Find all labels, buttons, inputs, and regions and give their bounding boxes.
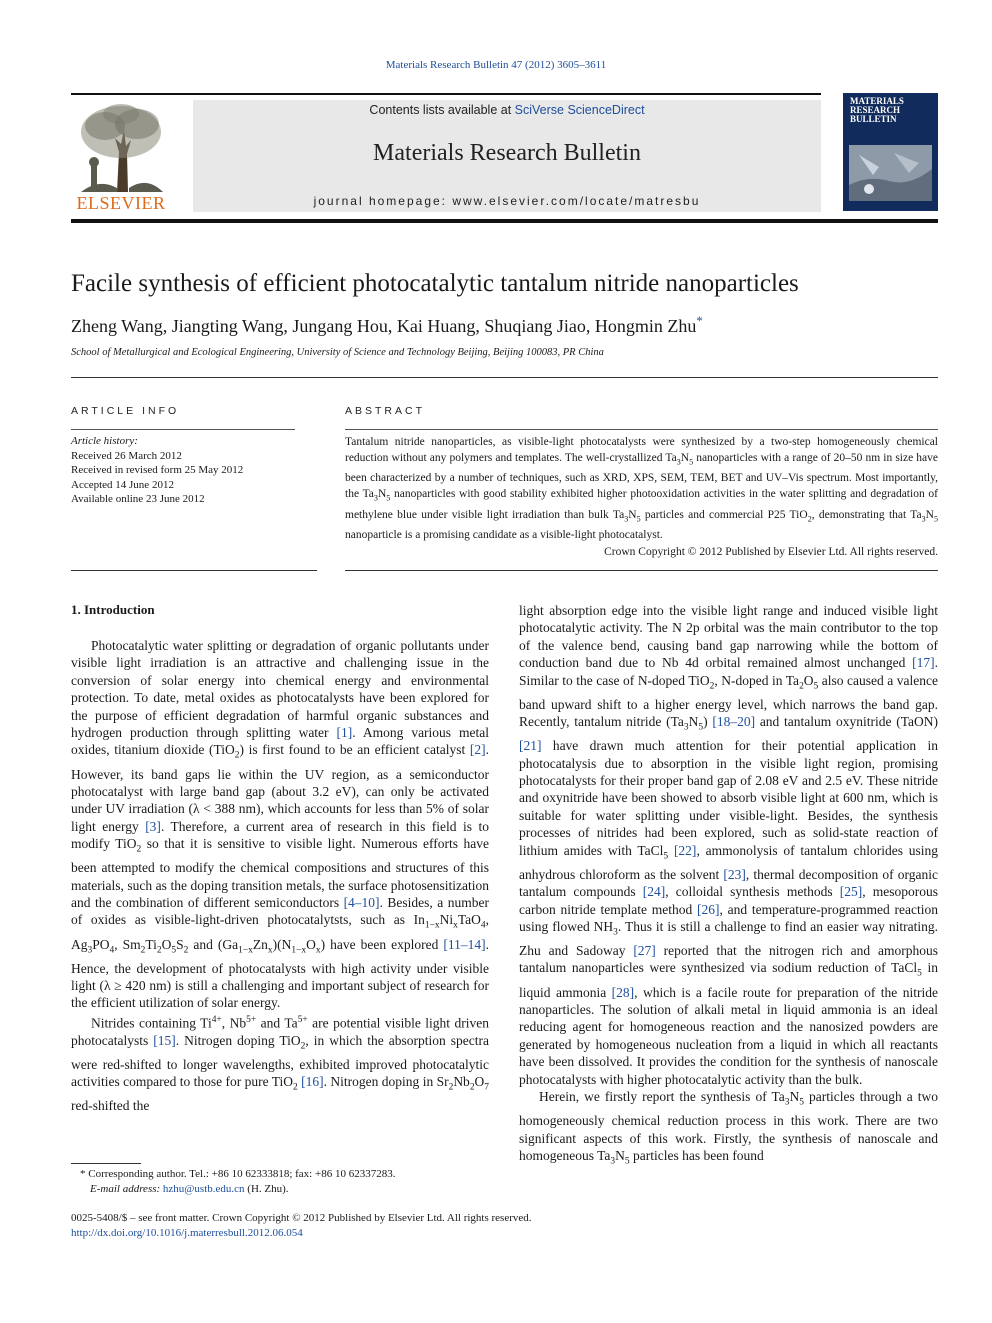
divider [71,429,295,430]
received-date: Received 26 March 2012 [71,449,182,462]
citation-link[interactable]: [18–20] [712,714,756,730]
corresponding-author-mark[interactable]: * [696,314,703,328]
citation-link[interactable]: [2] [469,742,486,758]
header-rule [71,93,821,95]
citation-link[interactable]: [11–14] [443,936,486,952]
authors-text: Zheng Wang, Jiangting Wang, Jungang Hou, Kai Huang, Shuqiang Jiao, Hongmin Zhu [71,316,697,336]
body-column-right [519,602,938,1171]
abstract-copyright: Crown Copyright © 2012 Published by Elsevier Ltd. All rights reserved. [604,546,938,558]
cover-micrograph-image [849,145,932,201]
elsevier-tree-icon [71,100,171,196]
accepted-date: Accepted 14 June 2012 [71,478,174,491]
divider [71,570,317,571]
article-title: Facile synthesis of efficient photocatalytic tantalum nitride nanoparticles [71,270,799,297]
footnote [80,1167,500,1196]
journal-cover[interactable] [843,93,938,211]
journal-citation[interactable]: Materials Research Bulletin 47 (2012) 3605–3611 [385,59,607,71]
issn-line: 0025-5408/$ – see front matter. Crown Copyright © 2012 Published by Elsevier Ltd. All rights reserved. [71,1212,532,1224]
body-paragraph: Herein, we firstly report the synthesis of $Ta_3N_5$ particles through a two homogeneously chemical reduction process in this work. There are two significant aspects of this work. Firstly, the synthesis of nanoscale and homogeneous $Ta_3N_5$ particles has been found [519,1089,938,1167]
citation-link[interactable]: [24] [642,884,666,900]
divider [345,429,938,430]
citation-link[interactable]: [27] [633,943,656,959]
abstract-heading: ABSTRACT [345,405,426,417]
citation-link[interactable]: [23] [723,866,746,882]
article-info-heading: ARTICLE INFO [71,405,180,417]
corresponding-author-note: * Corresponding author. Tel.: +86 10 62333818; fax: +86 10 62337283. [80,1168,396,1180]
citation-link[interactable]: [15] [153,1032,176,1048]
citation-link[interactable]: [1] [336,725,353,741]
body-paragraph: Photocatalytic water splitting or degradation of organic pollutants under visible light irradiation is an attractive and challenging issue in the conversion of solar energy into chemical energy and environmental protection. To date, metal oxides as photocatalysts have been explored for the purpose of efficient degradation of harmful organic substances and hydrogen production through splitting water [1]. Among various metal oxides, titanium dioxide (TiO$_2$) is first found to be an efficient catalyst [2]. However, its band gaps lie within the UV region, as a semiconductor photocatalyst with large band gap (about 3.2 eV), can only be activated under UV irradiation (λ < 388 nm), which accounts for less than 5% of solar light energy [3]. Therefore, a current area of research in this field is to modify TiO$_2$ so that it is sensitive to visible light. Numerous efforts have been attempted to modify the chemical compositions and structures of this materials, such as the doping transition metals, the surface photosensitization and the combination of different semiconductors [4–10]. Besides, a number of oxides as visible-light-driven photocatalytsts, such as $In_{1-x}Ni_xTaO_4$, $Ag_3PO_4$, $Sm_2Ti_2O_5S_2$ and $(Ga_{1-x}Zn_x)(N_{1-x}O_x)$ have been explored [11–14]. Hence, the development of photocatalysts with high activity under visible light (λ ≥ 420 nm) is still a challenging and important subject of research for the efficient utilization of solar energy. [71,638,490,1011]
divider [71,377,938,378]
email-label: E-mail address: [90,1182,161,1195]
divider [345,570,938,571]
contents-prefix: Contents lists available at [369,103,515,117]
journal-header-box [193,100,821,212]
email-suffix: (H. Zhu). [247,1182,289,1195]
revised-date: Received in revised form 25 May 2012 [71,464,244,476]
section-heading: 1. Introduction [71,602,155,617]
citation-link[interactable]: [28] [611,984,635,1000]
abstract-body: Tantalum nitride nanoparticles, as visible-light photocatalysts were synthesized by a two-step homogeneously chemical reduction without any polymers and templates. The well-crystallized $Ta_3N_5$ nanoparticles with a range of 20–50 nm in size have been characterized by a number of techniques, such as XRD, XPS, SEM, TEM, BET and UV–Vis spectrum. Most importantly, the $Ta_3N_5$ nanoparticles with good stability exhibited higher photooxidation activities in the water splitting and degradation of methylene blue under visible light irradiation than bulk $Ta_3N_5$ particles and commercial P25 TiO$_2$, demonstrating that $Ta_3N_5$ nanoparticle is a promising candidate as a visible-light photocatalyst. [345,436,939,541]
affiliation: School of Metallurgical and Ecological Engineering, University of Science and Technology Beijing, Beijing 100083, PR China [71,347,604,358]
journal-title[interactable]: Materials Research Bulletin [373,140,641,166]
citation-link[interactable]: [22] [673,842,697,858]
citation-link[interactable]: [16] [301,1074,324,1090]
cover-title: MATERIALS RESEARCH BULLETIN [850,96,904,124]
article-history [71,434,311,507]
citation-link[interactable]: [4–10] [343,895,380,911]
journal-homepage[interactable]: journal homepage: www.elsevier.com/locate/matresbu [313,194,701,208]
email-link[interactable]: hzhu@ustb.edu.cn [162,1182,245,1195]
elsevier-wordmark: ELSEVIER [76,193,166,213]
doi-link[interactable]: http://dx.doi.org/10.1016/j.materresbull.2012.06.054 [71,1227,303,1239]
citation-link[interactable]: [17] [912,655,935,671]
footnote-rule [71,1163,141,1164]
author-list [71,314,703,337]
contents-line [193,103,821,117]
online-date: Available online 23 June 2012 [71,493,205,505]
history-title: Article history: [71,435,138,447]
body-paragraph: light absorption edge into the visible light range and induced visible light photocatalytic activity. The N 2p orbital was the main contributor to the top of the valence bend, causing band gap narrowing while the bottom of conduction band due to Nb 4d orbital remained almost unchanged [17]. Similar to the case of N-doped TiO$_2$, N-doped in $Ta_2O_5$ also caused a valence band upward shift to a higher energy level, which narrows the band gap. Recently, tantalum nitride $(Ta_3N_5)$ [18–20] and tantalum oxynitride (TaON) [21] have drawn much attention for their potential application in photocatalysis due to absorption in the visible light region, promising photocatalysts for their proper band gap of 2.08 eV and 2.5 eV. These nitride and oxynitride have been showed to absorb visible light at 600 nm, which is suitable for water splitting under visible-light. Besides, the synthesis processes of nitrides had been explored, such as solid-state reaction of lithium amides with TaCl$_5$ [22], ammonolysis of tantalum chlorides using anhydrous chloroform as the solvent [23], thermal decomposition of organic tantalum compounds [24], colloidal synthesis methods [25], mesoporous carbon nitride template method [26], and temperature-programmed reaction using flowed $NH_3$. Thus it is still a challenge to find an easier way nitrating. Zhu and Sadoway [27] reported that the nitrogen rich and amorphous tantalum nanoparticles were synthesized via sodium reduction of TaCl$_5$ in liquid ammonia [28], which is a facile route for preparation of the nitride nanoparticles. The solution of alkali metal in liquid ammonia is an ideal reducing agent for homogeneous reaction and the nanosized powders are generated by homogeneous nucleation from a liquid in which all reactants have been dissolved. It provides the condition for the synthesis of nanoscale photocatalysts with higher photocatalytic activity than the bulk. [519,603,939,1087]
header-thick-rule [71,219,938,223]
sciencedirect-link[interactable]: SciVerse ScienceDirect [514,103,645,117]
citation-link[interactable]: [3] [145,818,161,834]
body-paragraph: Nitrides containing $Ti^{4+}$, $Nb^{5+}$ and $Ta^{5+}$ are potential visible light driven photocatalysts [15]. Nitrogen doping TiO$_2$, in which the absorption spectra were red-shifted to longer wavelengths, exhibited improved photocatalytic activities compared to those for pure TiO$_2$ [16]. Nitrogen doping in $Sr_2Nb_2O_7$ red-shifted the [71,1014,489,1114]
citation-link[interactable]: [21] [519,738,542,754]
body-column-left [71,637,489,1115]
email-line [80,1182,500,1197]
citation-link[interactable]: [26] [696,901,720,917]
elsevier-logo[interactable] [71,100,171,212]
citation-link[interactable]: [25] [839,884,863,900]
